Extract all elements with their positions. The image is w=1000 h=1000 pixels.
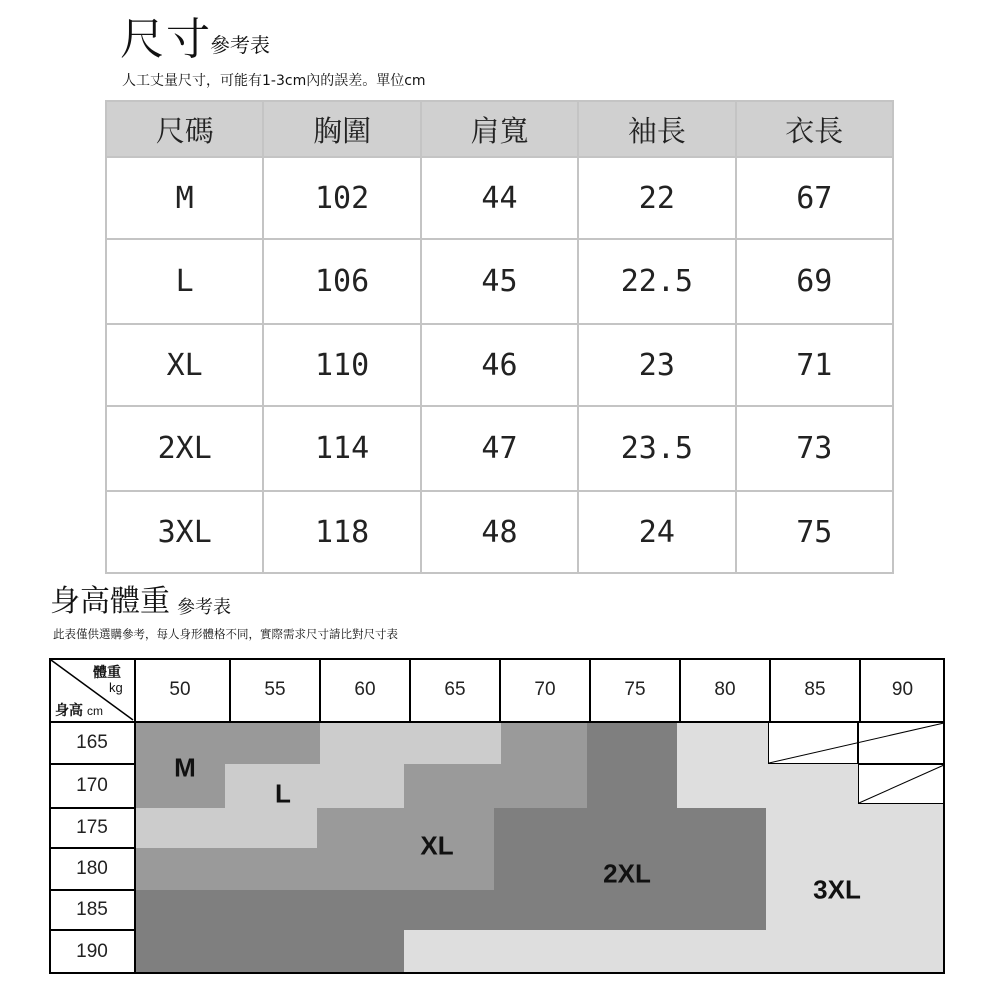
size-cell: 2XL (106, 406, 263, 491)
weight-header: 90 (891, 679, 914, 700)
size-chart-title: 尺寸 (120, 14, 212, 65)
grid-line (49, 658, 51, 974)
size-cell: 44 (421, 157, 578, 239)
weight-header: 70 (534, 679, 556, 700)
height-header: 180 (76, 858, 108, 879)
corner-height-label: 身高 (55, 703, 83, 719)
size-cell: 106 (263, 239, 420, 324)
table-row (106, 324, 893, 406)
size-cell: XL (106, 324, 263, 406)
hw-chart-title-suffix: 參考表 (177, 597, 231, 618)
zone-label-2xl: 2XL (603, 858, 651, 889)
size-cell: 73 (736, 406, 893, 491)
grid-line (49, 763, 135, 765)
size-table (105, 100, 894, 574)
grid-line (49, 807, 135, 809)
grid-line (499, 658, 501, 722)
size-chart-title-suffix: 參考表 (210, 33, 270, 57)
grid-line (409, 658, 411, 722)
grid-line (49, 889, 135, 891)
size-cell: 69 (736, 239, 893, 324)
size-cell: 24 (578, 491, 735, 573)
height-header: 185 (76, 899, 108, 920)
size-cell: 47 (421, 406, 578, 491)
grid-line (49, 721, 945, 723)
weight-header: 50 (169, 679, 191, 700)
zone-label-xl: XL (420, 830, 454, 861)
size-cell: 48 (421, 491, 578, 573)
size-cell: M (106, 157, 263, 239)
grid-line (49, 847, 135, 849)
height-header: 170 (76, 775, 108, 796)
size-cell: 75 (736, 491, 893, 573)
table-row (106, 406, 893, 491)
grid-line (229, 658, 231, 722)
size-table-header: 肩寬 (421, 101, 578, 157)
height-header: 165 (76, 732, 108, 753)
size-cell: 22 (578, 157, 735, 239)
size-cell: 23 (578, 324, 735, 406)
weight-header: 85 (804, 679, 826, 700)
height-header: 190 (76, 941, 108, 962)
hw-chart-note: 此表僅供選購參考，每人身形體格不同，實際需求尺寸請比對尺寸表 (53, 627, 398, 641)
size-cell: 71 (736, 324, 893, 406)
size-cell: L (106, 239, 263, 324)
size-cell: 3XL (106, 491, 263, 573)
weight-header: 75 (624, 679, 646, 700)
weight-header: 55 (264, 679, 286, 700)
zone-label-3xl: 3XL (813, 874, 861, 905)
corner-weight-label: 體重 (93, 665, 121, 681)
size-cell: 46 (421, 324, 578, 406)
grid-line (943, 658, 945, 974)
size-chart-note: 人工丈量尺寸，可能有1-3cm內的誤差。單位cm (122, 73, 426, 89)
size-cell: 118 (263, 491, 420, 573)
table-row (106, 491, 893, 573)
height-weight-chart (49, 658, 945, 974)
height-header: 175 (76, 817, 108, 838)
weight-header: 80 (714, 679, 736, 700)
hw-chart-title: 身高體重 (50, 584, 170, 619)
table-row (106, 239, 893, 324)
size-table-header: 袖長 (578, 101, 735, 157)
corner-weight-unit: kg (109, 680, 123, 695)
grid-line (769, 658, 771, 722)
size-cell: 67 (736, 157, 893, 239)
grid-line (49, 972, 945, 974)
size-cell: 22.5 (578, 239, 735, 324)
weight-header: 65 (444, 679, 466, 700)
size-cell: 102 (263, 157, 420, 239)
size-table-header-row (106, 101, 893, 157)
size-cell: 114 (263, 406, 420, 491)
zone-label-m: M (174, 752, 196, 783)
size-table-header: 衣長 (736, 101, 893, 157)
grid-line (859, 658, 861, 722)
grid-line (49, 658, 945, 660)
grid-line (679, 658, 681, 722)
grid-line (319, 658, 321, 722)
grid-line (49, 929, 135, 931)
size-cell: 45 (421, 239, 578, 324)
grid-line (589, 658, 591, 722)
weight-header: 60 (354, 679, 376, 700)
size-cell: 110 (263, 324, 420, 406)
size-cell: 23.5 (578, 406, 735, 491)
grid-line (134, 658, 136, 974)
table-row (106, 157, 893, 239)
size-table-header: 胸圍 (263, 101, 420, 157)
corner-height-unit: cm (87, 704, 103, 718)
size-table-header: 尺碼 (106, 101, 263, 157)
zone-label-l: L (275, 778, 291, 809)
